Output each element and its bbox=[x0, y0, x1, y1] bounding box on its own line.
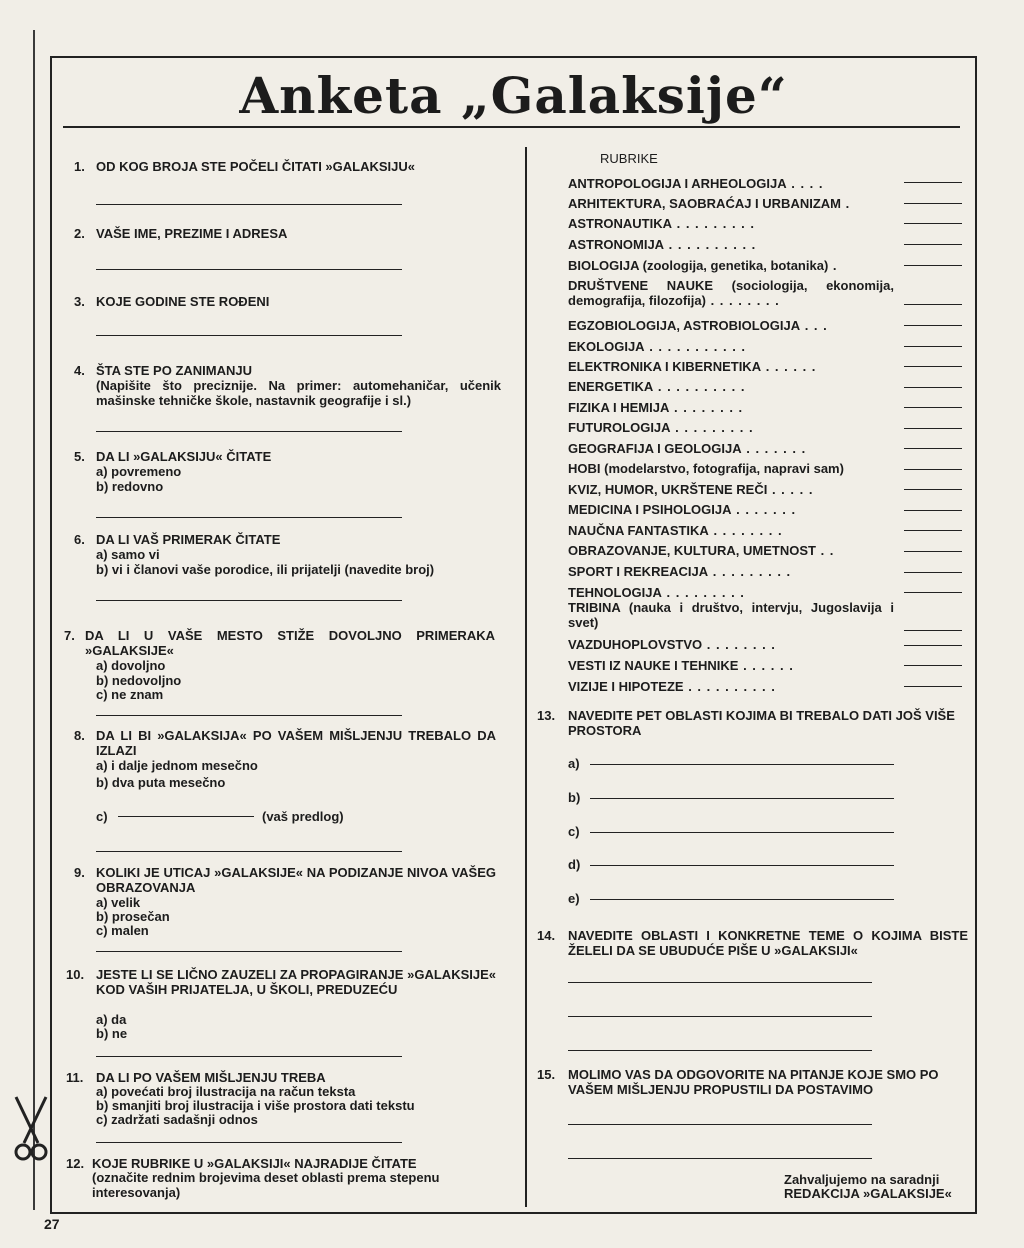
page-number: 27 bbox=[44, 1216, 60, 1232]
rubrika-label: VAZDUHOPLOVSTVO bbox=[568, 637, 703, 652]
q14-line-1[interactable] bbox=[568, 982, 872, 983]
rubrika-item: BIOLOGIJA (zoologija, genetika, botanika) . bbox=[568, 258, 838, 273]
q13-line-e[interactable] bbox=[590, 899, 894, 900]
rubrika-rank-line[interactable] bbox=[904, 530, 962, 531]
rubrika-item: ARHITEKTURA, SAOBRAĆAJ I URBANIZAM . bbox=[568, 196, 851, 211]
q13-line-d[interactable] bbox=[590, 865, 894, 866]
rubrika-label: MEDICINA I PSIHOLOGIJA bbox=[568, 502, 732, 517]
scissors-icon bbox=[12, 1095, 50, 1170]
q13-line-c[interactable] bbox=[590, 832, 894, 833]
q14-line-2[interactable] bbox=[568, 1016, 872, 1017]
rubrika-rank-line[interactable] bbox=[904, 489, 962, 490]
rubrika-rank-line[interactable] bbox=[904, 346, 962, 347]
rubrika-label: FIZIKA I HEMIJA bbox=[568, 400, 670, 415]
q10-option-a[interactable]: a) da bbox=[96, 1012, 127, 1027]
column-divider bbox=[525, 147, 527, 1207]
rubrika-item: ANTROPOLOGIJA I ARHEOLOGIJA . . . . bbox=[568, 176, 824, 191]
q11-option-c[interactable]: c) zadržati sadašnji odnos bbox=[96, 1112, 258, 1127]
q7-option-b[interactable]: b) nedovoljno bbox=[96, 673, 182, 688]
rubrika-item: DRUŠTVENE NAUKE (sociologija, ekonomija, demografija, filozofija) . . . . . . . . bbox=[568, 278, 894, 308]
rubrika-item: ENERGETIKA . . . . . . . . . . bbox=[568, 379, 746, 394]
q5-number: 5. bbox=[74, 449, 85, 464]
q13-label-b: b) bbox=[568, 790, 581, 805]
rubrika-item: ASTRONOMIJA . . . . . . . . . . bbox=[568, 237, 757, 252]
q12-text: KOJE RUBRIKE U »GALAKSIJI« NAJRADIJE ČITATE bbox=[92, 1156, 417, 1171]
q14-text: NAVEDITE OBLASTI I KONKRETNE TEME O KOJIMA BISTE ŽELELI DA SE UBUDUĆE PIŠE U »GALAKSIJI« bbox=[568, 928, 968, 958]
q15-line-1[interactable] bbox=[568, 1124, 872, 1125]
rubrika-label: DRUŠTVENE NAUKE (sociologija, ekonomija, demografija, filozofija) bbox=[568, 278, 894, 308]
rubrika-item: VESTI IZ NAUKE I TEHNIKE . . . . . . bbox=[568, 658, 794, 673]
rubrika-label: ASTRONAUTIKA bbox=[568, 216, 672, 231]
q13-line-b[interactable] bbox=[590, 798, 894, 799]
rubrika-rank-line[interactable] bbox=[904, 645, 962, 646]
q10-text: JESTE LI SE LIČNO ZAUZELI ZA PROPAGIRANJE »GALAKSIJE« KOD VAŠIH PRIJATELJA, U ŠKOLI, PREDUZEĆU bbox=[96, 967, 496, 997]
rubrika-label: KVIZ, HUMOR, UKRŠTENE REČI bbox=[568, 482, 768, 497]
rubrika-label: EGZOBIOLOGIJA, ASTROBIOLOGIJA bbox=[568, 318, 801, 333]
q13-label-e: e) bbox=[568, 891, 580, 906]
q12-number: 12. bbox=[66, 1156, 85, 1171]
q8-text: DA LI BI »GALAKSIJA« PO VAŠEM MIŠLJENJU TREBALO DA IZLAZI bbox=[96, 728, 496, 758]
rubrika-item: FIZIKA I HEMIJA . . . . . . . . bbox=[568, 400, 744, 415]
q8-option-c-suffix: (vaš predlog) bbox=[262, 809, 344, 824]
rubrika-rank-line[interactable] bbox=[904, 551, 962, 552]
q7-option-c[interactable]: c) ne znam bbox=[96, 687, 164, 702]
q4-number: 4. bbox=[74, 363, 85, 378]
q11-text: DA LI PO VAŠEM MIŠLJENJU TREBA bbox=[96, 1070, 326, 1085]
q8-number: 8. bbox=[74, 728, 85, 743]
q6-option-b[interactable]: b) vi i članovi vaše porodice, ili prijatelji (navedite broj) bbox=[96, 562, 435, 577]
q7-option-a[interactable]: a) dovoljno bbox=[96, 658, 166, 673]
rubrika-item: EKOLOGIJA . . . . . . . . . . . bbox=[568, 339, 747, 354]
rubrika-rank-line[interactable] bbox=[904, 428, 962, 429]
q14-number: 14. bbox=[537, 928, 556, 943]
q10-answer-line[interactable] bbox=[96, 1056, 402, 1057]
rubrika-label: BIOLOGIJA (zoologija, genetika, botanika) bbox=[568, 258, 829, 273]
q12-hint: (označite rednim brojevima deset oblasti prema stepenu interesovanja) bbox=[92, 1170, 440, 1200]
q3-text: KOJE GODINE STE ROĐENI bbox=[96, 294, 270, 309]
rubrika-rank-line[interactable] bbox=[904, 592, 962, 593]
rubrika-item: MEDICINA I PSIHOLOGIJA . . . . . . . bbox=[568, 502, 797, 517]
rubrika-rank-line[interactable] bbox=[904, 304, 962, 305]
q2-text: VAŠE IME, PREZIME I ADRESA bbox=[96, 226, 288, 241]
q9-option-b[interactable]: b) prosečan bbox=[96, 909, 170, 924]
rubrika-label: FUTUROLOGIJA bbox=[568, 420, 671, 435]
rubrika-rank-line[interactable] bbox=[904, 686, 962, 687]
q1-answer-line[interactable] bbox=[96, 204, 402, 205]
q13-text: NAVEDITE PET OBLASTI KOJIMA BI TREBALO DATI JOŠ VIŠE PROSTORA bbox=[568, 708, 955, 738]
rubrika-rank-line[interactable] bbox=[904, 203, 962, 204]
q5-text: DA LI »GALAKSIJU« ČITATE bbox=[96, 449, 272, 464]
q9-text: KOLIKI JE UTICAJ »GALAKSIJE« NA PODIZANJE NIVOA VAŠEG OBRAZOVANJA bbox=[96, 865, 496, 895]
q5-answer-line[interactable] bbox=[96, 517, 402, 518]
rubrika-rank-line[interactable] bbox=[904, 325, 962, 326]
q4-text: ŠTA STE PO ZANIMANJU bbox=[96, 363, 253, 378]
rubrika-rank-line[interactable] bbox=[904, 387, 962, 388]
rubrika-rank-line[interactable] bbox=[904, 182, 962, 183]
q6-text: DA LI VAŠ PRIMERAK ČITATE bbox=[96, 532, 281, 547]
rubrika-rank-line[interactable] bbox=[904, 469, 962, 470]
q11-option-a[interactable]: a) povećati broj ilustracija na račun teksta bbox=[96, 1084, 356, 1099]
rubrika-label: TEHNOLOGIJA bbox=[568, 585, 662, 600]
rubrika-label: SPORT I REKREACIJA bbox=[568, 564, 709, 579]
rubrika-item: ELEKTRONIKA I KIBERNETIKA . . . . . . bbox=[568, 359, 817, 374]
q10-option-b[interactable]: b) ne bbox=[96, 1026, 128, 1041]
q15-text: MOLIMO VAS DA ODGOVORITE NA PITANJE KOJE SMO PO VAŠEM MIŠLJENJU PROPUSTILI DA POSTAVIMO bbox=[568, 1067, 939, 1097]
q7-answer-line[interactable] bbox=[96, 715, 402, 716]
rubrika-item: EGZOBIOLOGIJA, ASTROBIOLOGIJA . . . bbox=[568, 318, 828, 333]
q2-number: 2. bbox=[74, 226, 85, 241]
q3-answer-line[interactable] bbox=[96, 335, 402, 336]
q8-option-c-line[interactable] bbox=[118, 816, 254, 817]
q1-text: OD KOG BROJA STE POČELI ČITATI »GALAKSIJU« bbox=[96, 159, 416, 174]
rubrika-label: EKOLOGIJA bbox=[568, 339, 645, 354]
q8-option-a[interactable]: a) i dalje jednom mesečno bbox=[96, 758, 258, 773]
q6-number: 6. bbox=[74, 532, 85, 547]
q9-answer-line[interactable] bbox=[96, 951, 402, 952]
q3-number: 3. bbox=[74, 294, 85, 309]
rubrika-item: ASTRONAUTIKA . . . . . . . . . bbox=[568, 216, 756, 231]
q8-option-c-label: c) bbox=[96, 809, 108, 824]
title-divider bbox=[63, 126, 960, 128]
rubrika-rank-line[interactable] bbox=[904, 448, 962, 449]
q9-option-c[interactable]: c) malen bbox=[96, 923, 149, 938]
rubrika-label: HOBI (modelarstvo, fotografija, napravi sam) bbox=[568, 461, 844, 476]
q8-answer-line[interactable] bbox=[96, 851, 402, 852]
page-margin-rule bbox=[33, 30, 35, 1210]
q7-text: DA LI U VAŠE MESTO STIŽE DOVOLJNO PRIMERAKA »GALAKSIJE« bbox=[85, 628, 495, 658]
q13-number: 13. bbox=[537, 708, 556, 723]
rubrika-rank-line[interactable] bbox=[904, 265, 962, 266]
q2-answer-line[interactable] bbox=[96, 269, 402, 270]
rubrika-rank-line[interactable] bbox=[904, 407, 962, 408]
rubrika-item: KVIZ, HUMOR, UKRŠTENE REČI . . . . . bbox=[568, 482, 814, 497]
rubrika-item: FUTUROLOGIJA . . . . . . . . . bbox=[568, 420, 754, 435]
q6-answer-line[interactable] bbox=[96, 600, 402, 601]
rubrika-label: ARHITEKTURA, SAOBRAĆAJ I URBANIZAM bbox=[568, 196, 841, 211]
rubrika-item: VAZDUHOPLOVSTVO . . . . . . . . bbox=[568, 637, 776, 652]
q5-option-b[interactable]: b) redovno bbox=[96, 479, 164, 494]
rubrika-rank-line[interactable] bbox=[904, 366, 962, 367]
closing-signature: REDAKCIJA »GALAKSIJE« bbox=[784, 1186, 952, 1201]
rubrika-item bbox=[568, 600, 894, 630]
q8-option-b[interactable]: b) dva puta mesečno bbox=[96, 775, 226, 790]
rubrika-item: NAUČNA FANTASTIKA . . . . . . . . bbox=[568, 523, 783, 538]
rubrika-rank-line[interactable] bbox=[904, 665, 962, 666]
rubrika-label: ELEKTRONIKA I KIBERNETIKA bbox=[568, 359, 762, 374]
q15-number: 15. bbox=[537, 1067, 556, 1082]
rubrika-rank-line[interactable] bbox=[904, 630, 962, 631]
rubrika-label: NAUČNA FANTASTIKA bbox=[568, 523, 709, 538]
q9-number: 9. bbox=[74, 865, 85, 880]
rubrika-label: ANTROPOLOGIJA I ARHEOLOGIJA bbox=[568, 176, 787, 191]
q13-label-c: c) bbox=[568, 824, 580, 839]
rubrika-rank-line[interactable] bbox=[904, 510, 962, 511]
q10-number: 10. bbox=[66, 967, 85, 982]
q7-number: 7. bbox=[64, 628, 75, 643]
rubrika-label: GEOGRAFIJA I GEOLOGIJA bbox=[568, 441, 742, 456]
rubrike-heading: RUBRIKE bbox=[600, 151, 658, 166]
q13-line-a[interactable] bbox=[590, 764, 894, 765]
q6-option-a[interactable]: a) samo vi bbox=[96, 547, 160, 562]
rubrika-item: OBRAZOVANJE, KULTURA, UMETNOST . . bbox=[568, 543, 835, 558]
rubrika-item bbox=[568, 461, 904, 476]
closing-thanks: Zahvaljujemo na saradnji bbox=[784, 1172, 940, 1187]
rubrika-item: TEHNOLOGIJA . . . . . . . . . bbox=[568, 585, 745, 600]
rubrika-label: OBRAZOVANJE, KULTURA, UMETNOST bbox=[568, 543, 816, 558]
rubrika-item: VIZIJE I HIPOTEZE . . . . . . . . . . bbox=[568, 679, 776, 694]
rubrika-rank-line[interactable] bbox=[904, 572, 962, 573]
rubrika-label: TRIBINA (nauka i društvo, intervju, Jugoslavija i svet) bbox=[568, 600, 894, 630]
survey-title: Anketa „Galaksije“ bbox=[239, 66, 788, 125]
q9-option-a[interactable]: a) velik bbox=[96, 895, 141, 910]
q15-line-2[interactable] bbox=[568, 1158, 872, 1159]
q4-answer-line[interactable] bbox=[96, 431, 402, 432]
rubrika-item: GEOGRAFIJA I GEOLOGIJA . . . . . . . bbox=[568, 441, 807, 456]
rubrika-label: VIZIJE I HIPOTEZE bbox=[568, 679, 684, 694]
q14-line-3[interactable] bbox=[568, 1050, 872, 1051]
q5-option-a[interactable]: a) povremeno bbox=[96, 464, 182, 479]
q1-number: 1. bbox=[74, 159, 85, 174]
q13-label-a: a) bbox=[568, 756, 580, 771]
rubrika-label: ASTRONOMIJA bbox=[568, 237, 665, 252]
rubrika-label: VESTI IZ NAUKE I TEHNIKE bbox=[568, 658, 739, 673]
rubrika-rank-line[interactable] bbox=[904, 244, 962, 245]
rubrika-rank-line[interactable] bbox=[904, 223, 962, 224]
q11-option-b[interactable]: b) smanjiti broj ilustracija i više prostora dati tekstu bbox=[96, 1098, 415, 1113]
rubrika-label: ENERGETIKA bbox=[568, 379, 654, 394]
q11-number: 11. bbox=[66, 1070, 84, 1085]
rubrika-item: SPORT I REKREACIJA . . . . . . . . . bbox=[568, 564, 792, 579]
q13-label-d: d) bbox=[568, 857, 581, 872]
q11-answer-line[interactable] bbox=[96, 1142, 402, 1143]
q4-hint: (Napišite što preciznije. Na primer: automehaničar, učenik mašinske tehničke škole, nastavnik geografije i sl.) bbox=[96, 378, 501, 408]
